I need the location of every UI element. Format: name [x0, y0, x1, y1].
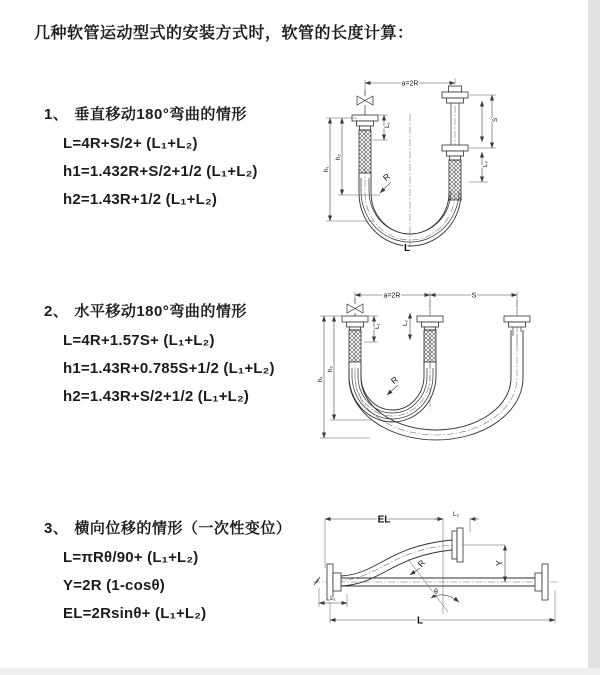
braided-hose-left: [349, 330, 361, 362]
flange-fitting-mid: [417, 316, 443, 362]
valve-icon: [347, 298, 363, 316]
dim-label-l1: L₁: [384, 122, 391, 128]
dim-l2: [402, 313, 410, 340]
dim-label-h2: h₂: [335, 154, 342, 160]
braided-hose-mid: [424, 330, 436, 362]
section-1-number: 1、: [44, 106, 69, 123]
dim-l2: [469, 152, 489, 182]
flange-fitting-right: [504, 316, 530, 336]
break-mark: [314, 577, 320, 585]
section-3-heading: [44, 517, 291, 538]
dim-label-y: Y: [494, 560, 504, 566]
formula-line: h1=1.432R+S/2+1/2 (L₁+L₂): [63, 163, 258, 180]
braided-hose-right: [449, 160, 461, 200]
dim-l: [330, 590, 555, 627]
dim-label-l: L: [416, 615, 424, 627]
s-curve-hose: [336, 540, 452, 586]
section-3-title: 横向位移的情形（一次性变位）: [74, 520, 292, 537]
section-1: [44, 103, 258, 208]
angle-theta: [408, 559, 459, 612]
hose-arcs: [359, 173, 461, 246]
dim-label-h2: h₂: [327, 366, 334, 372]
dim-label-a2r: a=2R: [401, 80, 419, 88]
formula-line: L=4R+1.57S+ (L₁+L₂): [63, 332, 215, 349]
scan-edge-right: [588, 0, 600, 675]
scan-edge-bottom: [0, 668, 600, 675]
formula-line: h2=1.43R+S/2+1/2 (L₁+L₂): [63, 388, 250, 405]
radius-label: R: [388, 374, 400, 386]
dim-label-h1: h₁: [317, 376, 324, 382]
formula-line: h1=1.43R+0.785S+1/2 (L₁+L₂): [63, 360, 275, 377]
dim-a2r: [355, 292, 517, 314]
radius-leader: [380, 171, 392, 193]
radius-leader: [410, 558, 427, 575]
section-2-heading: [44, 300, 275, 321]
flange-fitting-right: [442, 86, 468, 200]
section-3-number: 3、: [44, 520, 69, 537]
dim-label-s: S: [492, 117, 499, 122]
formula-line: h2=1.43R+1/2 (L₁+L₂): [63, 191, 218, 208]
section-2-number: 2、: [44, 303, 69, 320]
diagram-lateral-displacement: [308, 502, 568, 642]
formula-line: L=πRθ/90+ (L₁+L₂): [63, 549, 199, 566]
dim-l2: [434, 511, 479, 532]
flange-top-right: [452, 528, 505, 562]
section-1-title: 垂直移动180°弯曲的情形: [74, 106, 247, 123]
section-3: [44, 517, 291, 622]
dim-label-s: S: [471, 292, 477, 300]
section-2-title: 水平移动180°弯曲的情形: [74, 303, 247, 320]
flange-fitting-left: [352, 115, 378, 173]
dim-label-l2: L₂: [453, 511, 459, 518]
dim-stroke-s: [469, 95, 499, 148]
dim-label-h1: h₁: [323, 166, 330, 172]
dim-label-l2: L₂: [482, 161, 489, 167]
section-1-heading: [44, 103, 258, 124]
formula-line: Y=2R (1-cosθ): [63, 577, 165, 594]
angle-label: θ: [434, 589, 438, 596]
dim-a2r: [365, 78, 455, 94]
formula-line: EL=2Rsinθ+ (L₁+L₂): [63, 605, 207, 622]
radius-label: R: [380, 171, 392, 183]
dim-y: [494, 545, 505, 582]
dim-label-a2r: a=2R: [383, 292, 401, 300]
diagram-vertical-bend: [312, 70, 547, 255]
flange-bottom-right: [535, 564, 548, 600]
flange-fitting-left: [342, 316, 368, 362]
dim-label-l1: L₁: [374, 323, 381, 329]
section-2: [44, 300, 275, 405]
hose-arcs-position1: [349, 362, 436, 422]
dim-label-l2: L₂: [402, 320, 409, 326]
page-title: 几种软管运动型式的安装方式时，软管的长度计算：: [34, 25, 414, 42]
radius-label: R: [415, 557, 428, 569]
hose-centerline-small: [355, 330, 430, 416]
dim-h1-h2: [317, 316, 372, 438]
dim-label-l1: L₁: [330, 595, 336, 602]
radius-leader: [387, 374, 400, 395]
dim-label-el: EL: [377, 514, 391, 526]
diagram-horizontal-bend: [312, 288, 562, 446]
length-label: L: [403, 243, 411, 254]
formula-line: L=4R+S/2+ (L₁+L₂): [63, 135, 198, 152]
braided-hose-left: [359, 130, 371, 173]
